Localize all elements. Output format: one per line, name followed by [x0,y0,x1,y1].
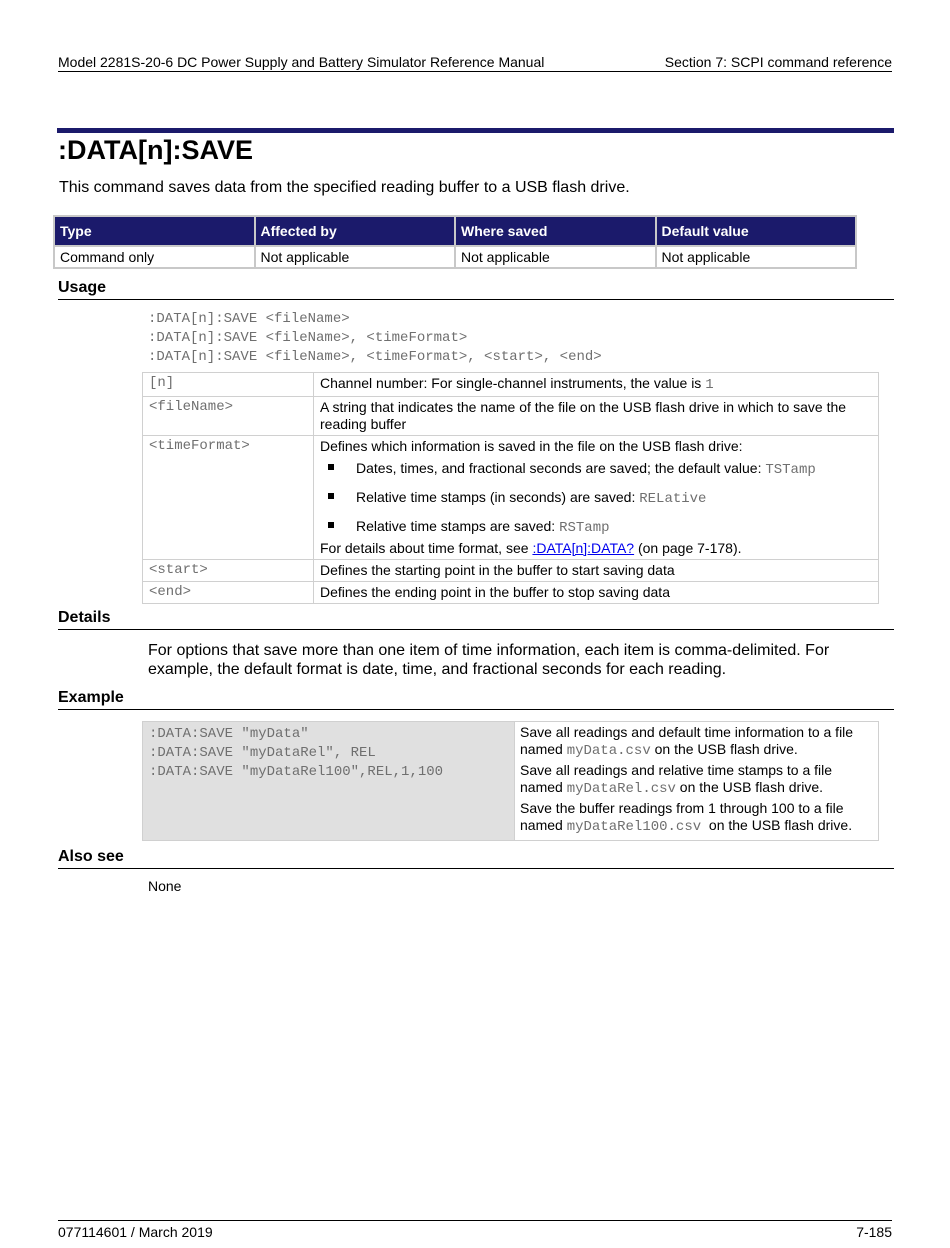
param-name: <end> [143,582,314,604]
param-name: <start> [143,560,314,582]
param-description: Defines the starting point in the buffer to start saving data [314,560,879,582]
param-name: <timeFormat> [143,436,314,560]
list-item: Relative time stamps are saved: RSTamp [320,518,872,537]
list-item: Dates, times, and fractional seconds are saved; the default value: TSTamp [320,460,872,479]
param-row-end [143,582,879,604]
list-item: Relative time stamps (in seconds) are saved: RELative [320,489,872,508]
code-line: :DATA:SAVE "myDataRel100",REL,1,100 [149,764,444,780]
command-description: This command saves data from the specified reading buffer to a USB flash drive. [59,179,630,196]
param-description: Defines which information is saved in the file on the USB flash drive: Dates, times, and fractional seconds are saved; the default value: TSTamp Relative time stamps (in seconds) are saved: RELative Relative time stamps are saved: RSTamp For details about time format, see :DATA[n]:DATA? (on page 7-178). [314,436,879,560]
attributes-value-row [54,246,856,268]
attr-header-affected-by: Affected by [255,216,456,246]
param-description: Defines the ending point in the buffer to stop saving data [314,582,879,604]
attr-header-type: Type [54,216,255,246]
param-row-n [143,373,879,397]
section-title: Section 7: SCPI command reference [664,54,892,70]
document-number: 077114601 / March 2019 [58,1224,213,1240]
also-see-text: None [148,878,182,894]
details-text: For options that save more than one item of time information, each item is comma-delimited. For example, the default format is date, time, and fractional seconds for each reading. [148,642,830,678]
example-note: Save all readings and default time information to a file named myData.csv on the USB flash drive. [520,724,854,759]
example-note: Save the buffer readings from 1 through 100 to a file named myDataRel100.csv on the USB flash drive. [520,800,853,835]
usage-syntax [148,310,602,367]
param-name: <fileName> [143,397,314,436]
title-rule [57,128,894,133]
example-description [515,722,879,841]
param-row-timeformat [143,436,879,560]
page-footer [58,1220,892,1241]
param-description: Channel number: For single-channel instruments, the value is 1 [314,373,879,397]
param-name: [n] [143,373,314,397]
example-heading: Example [58,688,894,710]
example-row [143,722,879,841]
param-row-start [143,560,879,582]
code-line: :DATA:SAVE "myDataRel", REL [149,745,376,761]
attributes-header-row [54,216,856,246]
attributes-table [53,215,857,269]
data-command-link[interactable]: :DATA[n]:DATA? [532,540,635,556]
example-table [142,721,879,841]
code-line: :DATA:SAVE "myData" [149,726,309,742]
attr-value-default-value: Not applicable [656,246,857,268]
see-also-note: For details about time format, see :DATA[n]:DATA? (on page 7-178). [320,540,742,556]
bullet-icon [328,522,334,528]
time-format-options [320,460,872,537]
attr-header-default-value: Default value [656,216,857,246]
page-header [58,54,892,72]
usage-line: :DATA[n]:SAVE <fileName> [148,311,350,327]
manual-title: Model 2281S-20-6 DC Power Supply and Battery Simulator Reference Manual [58,54,545,70]
also-see-heading: Also see [58,847,894,869]
example-note: Save all readings and relative time stamps to a file named myDataRel.csv on the USB flash drive. [520,762,833,797]
page-number: 7-185 [856,1224,892,1240]
param-value: 1 [705,377,714,393]
param-description: A string that indicates the name of the file on the USB flash drive in which to save the reading buffer [314,397,879,436]
usage-heading: Usage [58,278,894,300]
bullet-icon [328,464,334,470]
details-heading: Details [58,608,894,630]
parameters-table [142,372,879,604]
param-row-filename [143,397,879,436]
attr-value-type: Command only [54,246,255,268]
usage-line: :DATA[n]:SAVE <fileName>, <timeFormat> [148,330,468,346]
usage-line: :DATA[n]:SAVE <fileName>, <timeFormat>, <start>, <end> [148,349,602,365]
attr-value-affected-by: Not applicable [255,246,456,268]
example-code [143,722,515,841]
attr-header-where-saved: Where saved [455,216,656,246]
command-title: :DATA[n]:SAVE [58,135,253,165]
attr-value-where-saved: Not applicable [455,246,656,268]
bullet-icon [328,493,334,499]
